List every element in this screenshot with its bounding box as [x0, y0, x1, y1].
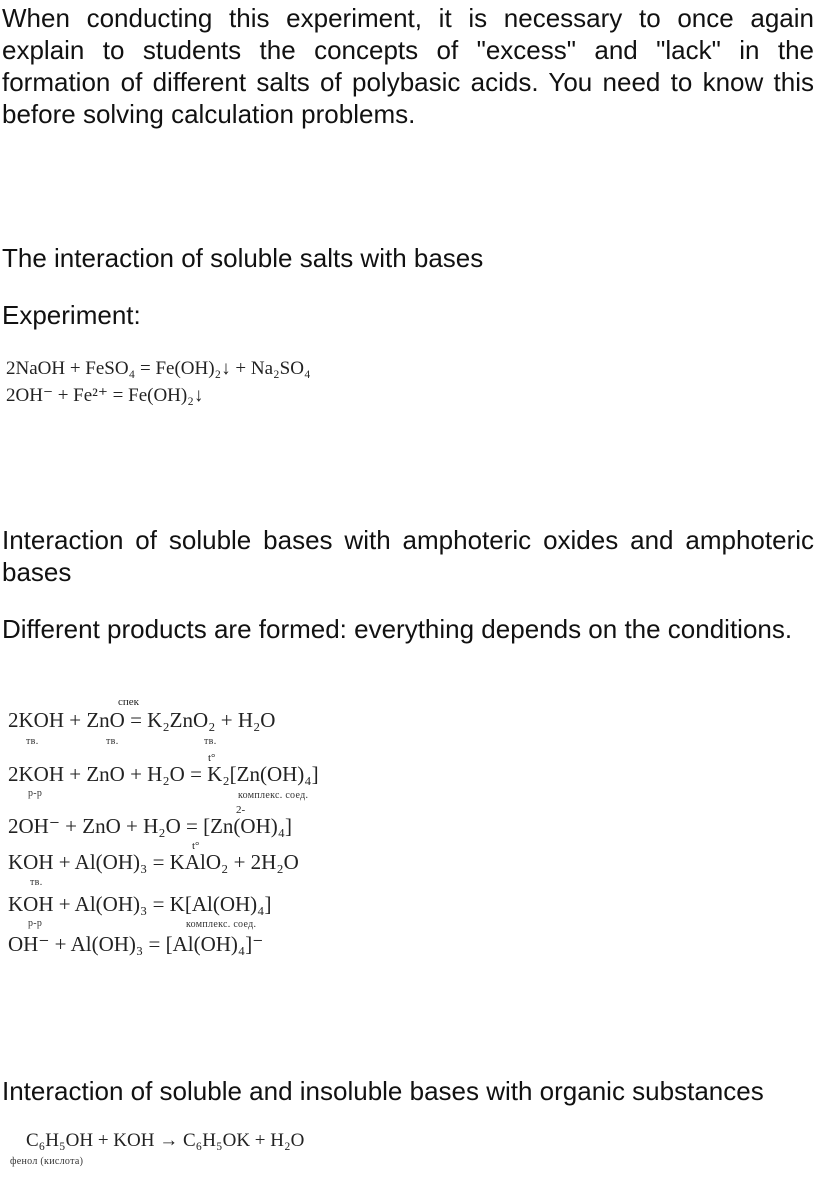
note-solution-2: р-р: [28, 918, 43, 929]
experiment-label: Experiment:: [2, 300, 141, 330]
section-heading-amphoteric: Interaction of soluble bases with amphoteric oxides and amphoteric bases: [2, 525, 814, 587]
note-solid-4: тв.: [30, 877, 43, 888]
equation-koh-zno-solution: 2KOH + ZnO + H₂O = K₂[Zn(OH)₄]: [8, 762, 319, 786]
equation-phenol-koh: C₆H₅OH + KOH → C₆H₅OK + H₂O: [26, 1130, 305, 1151]
equation-koh-zno-solid: 2KOH + ZnO = K₂ZnO₂ + H₂O: [8, 708, 276, 732]
intro-paragraph: When conducting this experiment, it is necessary to once again explain to students the concepts of "excess" and "lack" in the formation of different salts of polybasic acids. You need to know this before solving calculation problems.: [2, 3, 814, 129]
section-heading-organic: Interaction of soluble and insoluble bases with organic substances: [2, 1076, 764, 1106]
equation-molecular-feso4: 2NaOH + FeSO₄ = Fe(OH)₂↓ + Na₂SO₄: [6, 358, 311, 379]
note-solid-1: тв.: [26, 736, 39, 747]
charge-zincate: 2-: [236, 804, 246, 816]
equation-ionic-fe: 2OH⁻ + Fe²⁺ = Fe(OH)₂↓: [6, 385, 204, 406]
note-solution-1: р-р: [28, 788, 43, 799]
conditions-paragraph: Different products are formed: everything depends on the conditions.: [2, 614, 793, 644]
condition-heat-1: t°: [208, 752, 216, 764]
equation-koh-aloh3-solution: KOH + Al(OH)₃ = K[Al(OH)₄]: [8, 892, 272, 916]
note-complex-2: комплекс. соед.: [186, 919, 257, 930]
condition-sintering: спек: [118, 696, 139, 708]
equation-oh-aloh3-ionic: OH⁻ + Al(OH)₃ = [Al(OH)₄]⁻: [8, 932, 264, 956]
note-phenol-acid: фенол (кислота): [10, 1156, 84, 1167]
section-heading-salts-bases: The interaction of soluble salts with bases: [2, 243, 484, 273]
equation-koh-aloh3-solid: KOH + Al(OH)₃ = KAlO₂ + 2H₂O: [8, 850, 299, 874]
note-solid-2: тв.: [106, 736, 119, 747]
equation-oh-zno-ionic: 2OH⁻ + ZnO + H₂O = [Zn(OH)₄]: [8, 814, 293, 838]
note-solid-3: тв.: [204, 736, 217, 747]
condition-heat-2: t°: [192, 840, 200, 852]
note-complex-1: комплекс. соед.: [238, 790, 309, 801]
